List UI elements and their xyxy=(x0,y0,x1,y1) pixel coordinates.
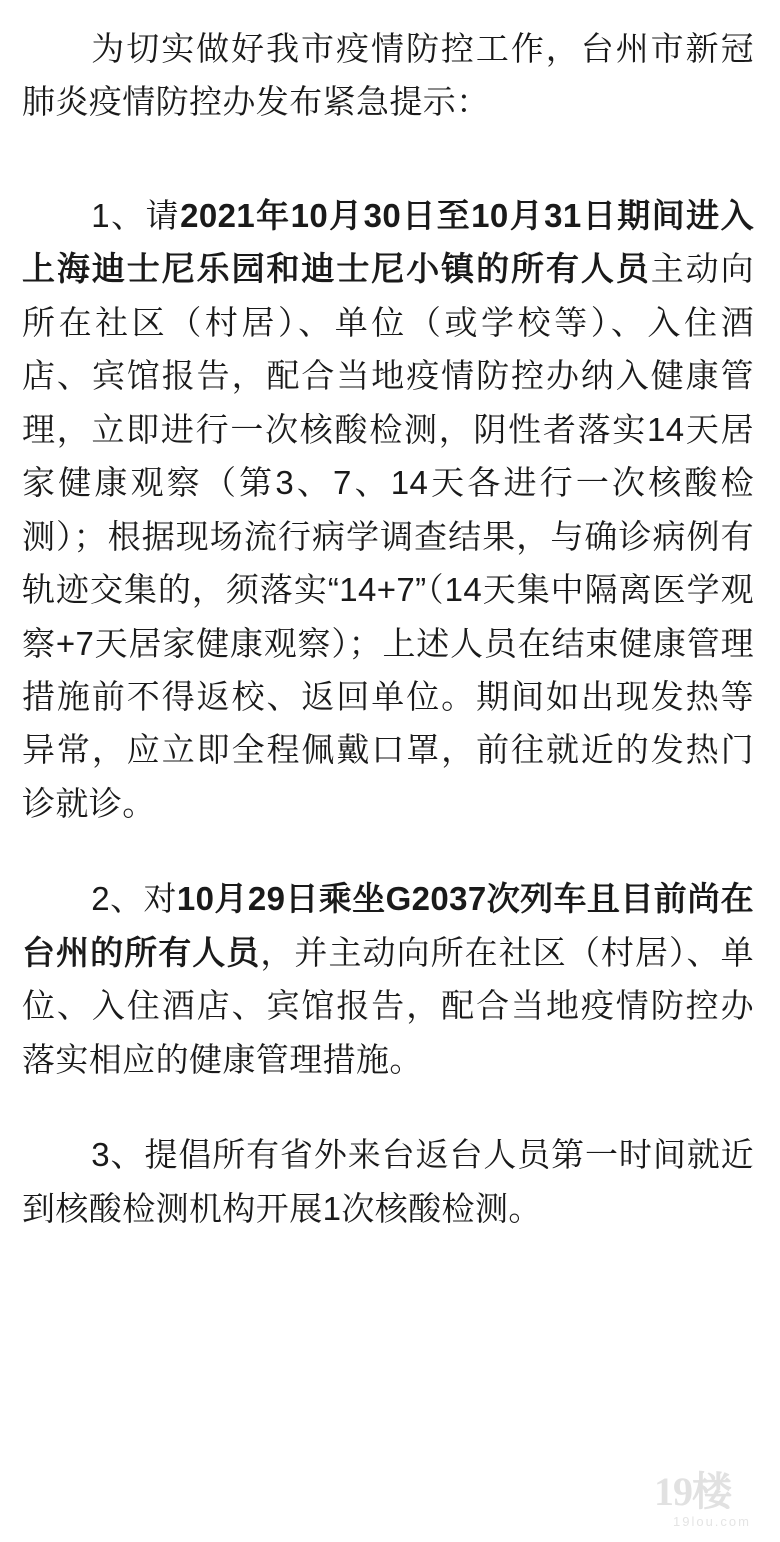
item-1-lead-plain: 请 xyxy=(145,196,181,234)
notice-item-2 xyxy=(22,872,754,1086)
item-1-number: 1、 xyxy=(91,196,146,234)
intro-paragraph xyxy=(22,22,754,129)
watermark xyxy=(654,1469,770,1534)
item-2-body: ，并主动向所在社区（村居）、单位、入住酒店、宾馆报告，配合当地疫情防控办落实相应的健康管理措施。 xyxy=(22,933,754,1078)
watermark-site: 19lou.com xyxy=(673,1514,751,1529)
item-1-body: 主动向所在社区（村居）、单位（或学校等）、入住酒店、宾馆报告，配合当地疫情防控办纳入健康管理，立即进行一次核酸检测，阴性者落实14天居家健康观察（第3、7、14天各进行一次核酸检测）；根据现场流行病学调查结果，与确诊病例有轨迹交集的，须落实“14+7”（14天集中隔离医学观察+7天居家健康观察）；上述人员在结束健康管理措施前不得返校、返回单位。期间如出现发热等异常，应立即全程佩戴口罩，前往就近的发热门诊就诊。 xyxy=(22,250,754,822)
item-3-number: 3、 xyxy=(91,1136,145,1174)
item-2-number: 2、 xyxy=(91,880,144,918)
notice-item-3 xyxy=(22,1128,754,1235)
intro-text: 为切实做好我市疫情防控工作，台州市新冠肺炎疫情防控办发布紧急提示： xyxy=(22,30,754,121)
notice-item-1 xyxy=(22,189,754,830)
item-3-body: 提倡所有省外来台返台人员第一时间就近到核酸检测机构开展1次核酸检测。 xyxy=(22,1136,754,1227)
item-1-lead-bold: 2021年10月30日至10月31日期间进入上海迪士尼乐园和迪士尼小镇的所有人员 xyxy=(22,196,754,288)
watermark-brand: 19楼 xyxy=(654,1469,731,1514)
item-2-lead-bold: 10月29日乘坐G2037次列车且目前尚在台州的所有人员 xyxy=(22,880,754,971)
item-2-lead-plain: 对 xyxy=(143,880,177,918)
